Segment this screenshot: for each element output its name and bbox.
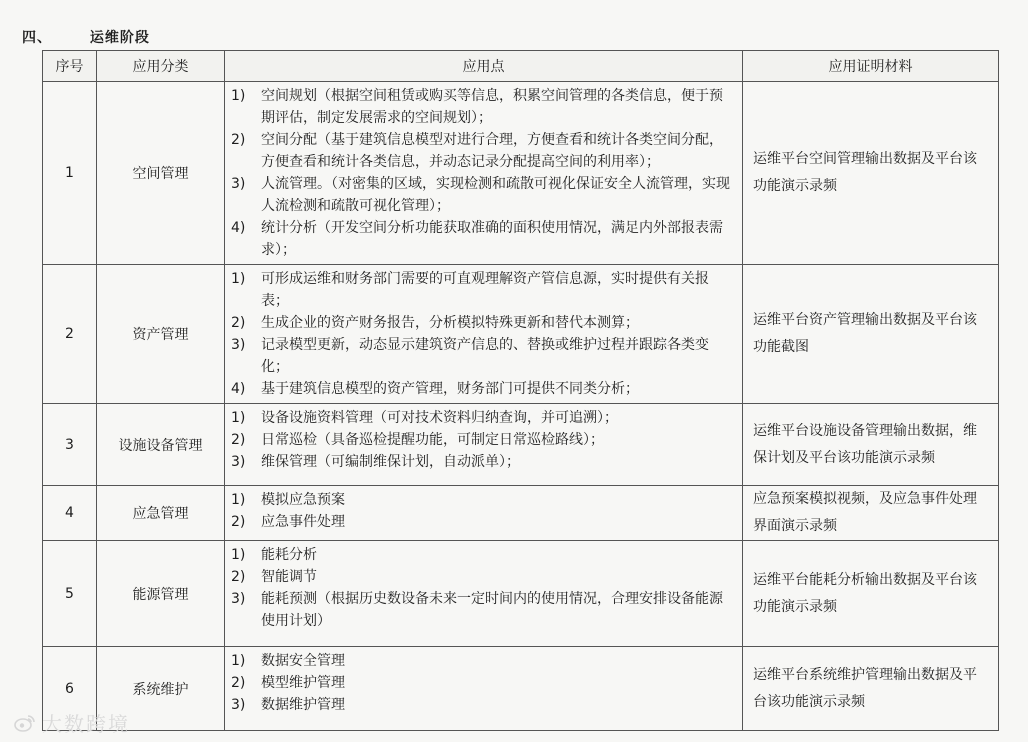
point-item <box>231 489 734 511</box>
row-points <box>225 647 743 731</box>
point-item <box>231 544 734 566</box>
point-number: 1) <box>231 547 246 563</box>
point-text: 能耗预测（根据历史数设备未来一定时间内的使用情况，合理安排设备能源使用计划） <box>261 591 723 629</box>
point-text: 智能调节 <box>261 569 317 585</box>
point-text: 能耗分析 <box>261 547 317 563</box>
point-item <box>231 451 734 473</box>
point-item <box>231 312 734 334</box>
row-index: 5 <box>43 541 97 647</box>
row-points <box>225 265 743 404</box>
point-number: 1) <box>231 271 246 287</box>
point-number: 3) <box>231 591 246 607</box>
table-body <box>43 82 999 731</box>
row-category: 设施设备管理 <box>97 404 225 486</box>
point-number: 3) <box>231 697 246 713</box>
header-index: 序号 <box>43 51 97 82</box>
point-item <box>231 378 734 400</box>
point-number: 4) <box>231 220 246 236</box>
point-text: 日常巡检（具备巡检提醒功能，可制定日常巡检路线）； <box>261 432 604 448</box>
point-text: 基于建筑信息模型的资产管理，财务部门可提供不同类分析； <box>261 381 639 397</box>
row-materials: 运维平台能耗分析输出数据及平台该功能演示录频 <box>743 541 999 647</box>
point-item <box>231 407 734 429</box>
point-item <box>231 672 734 694</box>
table-row <box>43 647 999 731</box>
row-materials: 运维平台空间管理输出数据及平台该功能演示录频 <box>743 82 999 265</box>
point-text: 空间分配（基于建筑信息模型对进行合理，方便查看和统计各类空间分配，方便查看和统计各类信息，并动态记录分配提高空间的利用率）； <box>261 132 723 170</box>
row-index: 4 <box>43 486 97 541</box>
header-category: 应用分类 <box>97 51 225 82</box>
point-number: 3) <box>231 176 246 192</box>
table-row <box>43 404 999 486</box>
point-item <box>231 650 734 672</box>
header-materials: 应用证明材料 <box>743 51 999 82</box>
point-text: 人流管理。（对密集的区域，实现检测和疏散可视化保证安全人流管理，实现人流检测和疏散可视化管理）； <box>261 176 730 214</box>
point-number: 1) <box>231 88 246 104</box>
table-header-row <box>43 51 999 82</box>
point-text: 可形成运维和财务部门需要的可直观理解资产管信息源，实时提供有关报表； <box>261 271 709 309</box>
section-heading <box>22 27 150 47</box>
point-number: 1) <box>231 492 246 508</box>
point-item <box>231 85 734 129</box>
row-category: 应急管理 <box>97 486 225 541</box>
row-category: 空间管理 <box>97 82 225 265</box>
row-category: 系统维护 <box>97 647 225 731</box>
table-row <box>43 486 999 541</box>
point-item <box>231 129 734 173</box>
point-item <box>231 694 734 716</box>
point-number: 1) <box>231 410 246 426</box>
table-row <box>43 82 999 265</box>
point-item <box>231 268 734 312</box>
row-materials: 应急预案模拟视频，及应急事件处理界面演示录频 <box>743 486 999 541</box>
header-points: 应用点 <box>225 51 743 82</box>
row-points <box>225 541 743 647</box>
point-item <box>231 588 734 632</box>
point-item <box>231 334 734 378</box>
point-number: 2) <box>231 315 246 331</box>
row-index: 3 <box>43 404 97 486</box>
row-category: 能源管理 <box>97 541 225 647</box>
point-text: 数据维护管理 <box>261 697 345 713</box>
point-text: 模拟应急预案 <box>261 492 345 508</box>
row-index: 6 <box>43 647 97 731</box>
row-index: 2 <box>43 265 97 404</box>
section-number: 四、 <box>22 30 52 46</box>
point-number: 2) <box>231 132 246 148</box>
watermark-text: 大数跨境 <box>42 712 130 736</box>
point-number: 3) <box>231 454 246 470</box>
table-row <box>43 541 999 647</box>
point-text: 空间规划（根据空间租赁或购买等信息，积累空间管理的各类信息，便于预期评估，制定发展需求的空间规划）； <box>261 88 723 126</box>
point-text: 生成企业的资产财务报告，分析模拟特殊更新和替代本测算； <box>261 315 639 331</box>
row-materials: 运维平台资产管理输出数据及平台该功能截图 <box>743 265 999 404</box>
point-item <box>231 429 734 451</box>
point-item <box>231 217 734 261</box>
point-number: 4) <box>231 381 246 397</box>
operations-stage-table <box>42 50 999 731</box>
row-category: 资产管理 <box>97 265 225 404</box>
point-text: 记录模型更新，动态显示建筑资产信息的、替换或维护过程并跟踪各类变化； <box>261 337 709 375</box>
point-number: 3) <box>231 337 246 353</box>
table-row <box>43 265 999 404</box>
row-index: 1 <box>43 82 97 265</box>
point-text: 数据安全管理 <box>261 653 345 669</box>
watermark <box>14 708 130 737</box>
weibo-icon <box>14 714 36 732</box>
point-number: 1) <box>231 653 246 669</box>
point-number: 2) <box>231 675 246 691</box>
point-text: 统计分析（开发空间分析功能获取准确的面积使用情况，满足内外部报表需求）； <box>261 220 723 258</box>
point-item <box>231 173 734 217</box>
point-number: 2) <box>231 569 246 585</box>
row-materials: 运维平台设施设备管理输出数据，维保计划及平台该功能演示录频 <box>743 404 999 486</box>
row-points <box>225 486 743 541</box>
point-number: 2) <box>231 514 246 530</box>
point-item <box>231 511 734 533</box>
point-item <box>231 566 734 588</box>
point-text: 应急事件处理 <box>261 514 345 530</box>
point-text: 模型维护管理 <box>261 675 345 691</box>
row-points <box>225 404 743 486</box>
point-text: 设备设施资料管理（可对技术资料归纳查询，并可追溯）； <box>261 410 618 426</box>
point-number: 2) <box>231 432 246 448</box>
point-text: 维保管理（可编制维保计划，自动派单）； <box>261 454 520 470</box>
row-materials: 运维平台系统维护管理输出数据及平台该功能演示录频 <box>743 647 999 731</box>
row-points <box>225 82 743 265</box>
section-title: 运维阶段 <box>89 30 150 46</box>
